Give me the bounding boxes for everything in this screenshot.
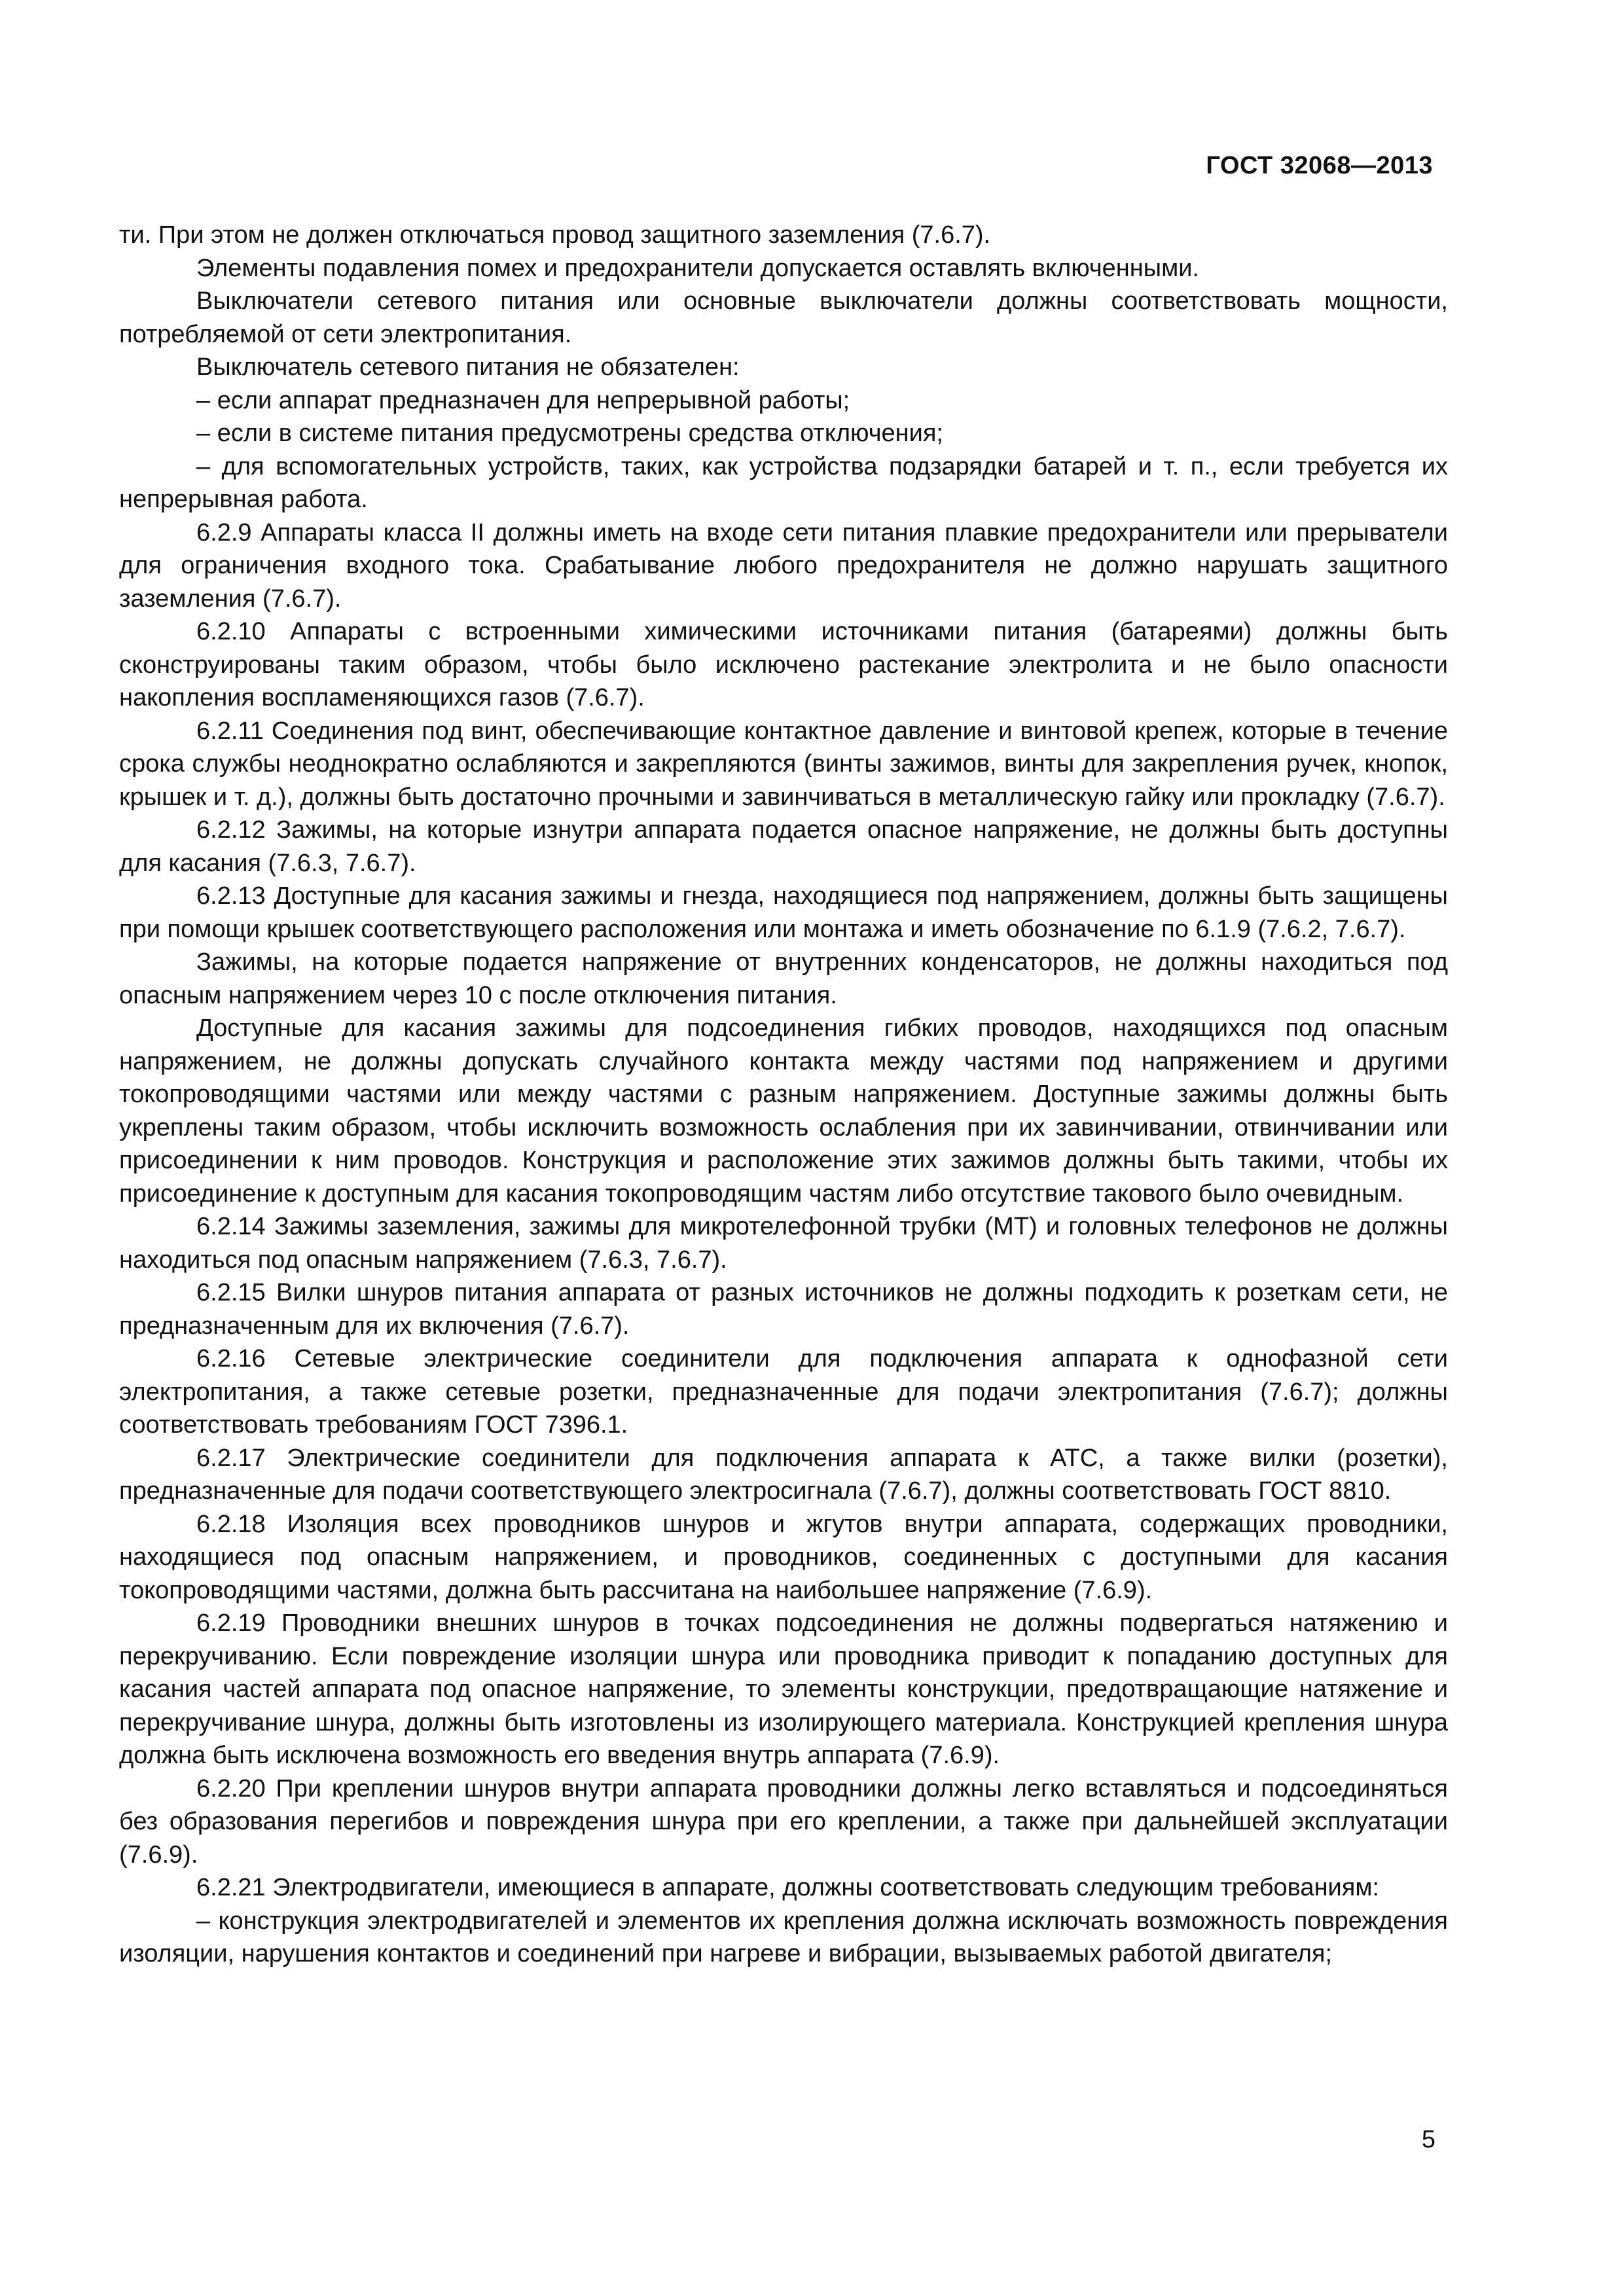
clause-6-2-12: 6.2.12 Зажимы, на которые изнутри аппарата подается опасное напряжение, не должны быть доступны для касания (7.6.3, 7.6.7). bbox=[119, 816, 1448, 877]
paragraph: Выключатель сетевого питания не обязателен: bbox=[196, 353, 740, 381]
clause-6-2-18: 6.2.18 Изоляция всех проводников шнуров и жгутов внутри аппарата, содержащих проводники, находящиеся под опасным напряжением, и проводников, соединенных с доступными для касания токопроводящими частями, должна быть рассчитана на наибольшее напряжение (7.6.9). bbox=[119, 1510, 1448, 1604]
paragraph: Доступные для касания зажимы для подсоединения гибких проводов, находящихся под опасным напряжением, не должны допускать случайного контакта между частями под напряжением и другими токопроводящими частями или между частями с разным напряжением. Доступные зажимы должны быть укреплены таким образом, чтобы исключить возможность ослабления при их завинчивании, отвинчивании или присоединении к ним проводов. Конструкция и расположение этих зажимов должны быть такими, чтобы их присоединение к доступным для касания токопроводящим частям либо отсутствие такового было очевидным. bbox=[119, 1014, 1448, 1208]
clause-6-2-16: 6.2.16 Сетевые электрические соединители для подключения аппарата к однофазной сети электропитания, а также сетевые розетки, предназначенные для подачи электропитания (7.6.7); должны соответствовать требованиям ГОСТ 7396.1. bbox=[119, 1345, 1448, 1439]
clause-6-2-9: 6.2.9 Аппараты класса II должны иметь на входе сети питания плавкие предохранители или прерыватели для ограничения входного тока. Срабатывание любого предохранителя не должно нарушать защитного заземления (7.6.7). bbox=[119, 518, 1448, 613]
standard-header: ГОСТ 32068—2013 bbox=[1206, 152, 1433, 179]
list-item: – для вспомогательных устройств, таких, как устройства подзарядки батарей и т. п., если требуется их непрерывная работа. bbox=[119, 452, 1448, 513]
clause-6-2-10: 6.2.10 Аппараты с встроенными химическими источниками питания (батареями) должны быть сконструированы таким образом, чтобы было исключено растекание электролита и не было опасности накопления воспламеняющихся газов (7.6.7). bbox=[119, 618, 1448, 711]
clause-6-2-13: 6.2.13 Доступные для касания зажимы и гнезда, находящиеся под напряжением, должны быть защищены при помощи крышек соответствующего расположения или монтажа и иметь обозначение по 6.1.9 (7.6.2, 7.6.7). bbox=[119, 882, 1448, 943]
clause-6-2-20: 6.2.20 При креплении шнуров внутри аппарата проводники должны легко вставляться и подсоединяться без образования перегибов и повреждения шнура при его креплении, а также при дальнейшей эксплуатации (7.6.9). bbox=[119, 1774, 1448, 1869]
paragraph: Элементы подавления помех и предохранители допускается оставлять включенными. bbox=[196, 254, 1199, 282]
clause-6-2-14: 6.2.14 Зажимы заземления, зажимы для микротелефонной трубки (МТ) и головных телефонов не должны находиться под опасным напряжением (7.6.3, 7.6.7). bbox=[119, 1213, 1448, 1274]
list-item: – если аппарат предназначен для непрерывной работы; bbox=[196, 386, 850, 414]
clause-6-2-11: 6.2.11 Соединения под винт, обеспечивающие контактное давление и винтовой крепеж, которые в течение срока службы неоднократно ослабляются и закрепляются (винты зажимов, винты для закрепления ручек, кнопок, крышек и т. д.), должны быть достаточно прочными и завинчиваться в металлическую гайку или прокладку (7.6.7). bbox=[119, 717, 1448, 811]
clause-6-2-19: 6.2.19 Проводники внешних шнуров в точках подсоединения не должны подвергаться натяжению и перекручиванию. Если повреждение изоляции шнура или проводника приводит к попаданию доступных для касания частей аппарата под опасное напряжение, то элементы конструкции, предотвращающие натяжение и перекручивание шнура, должны быть изготовлены из изолирующего материала. Конструкцией крепления шнура должна быть исключена возможность его введения внутрь аппарата (7.6.9). bbox=[119, 1609, 1448, 1769]
paragraph: ти. При этом не должен отключаться провод защитного заземления (7.6.7). bbox=[119, 221, 991, 249]
page-number: 5 bbox=[1421, 2126, 1435, 2153]
list-item: – если в системе питания предусмотрены средства отключения; bbox=[196, 420, 943, 447]
paragraph: Зажимы, на которые подается напряжение от внутренних конденсаторов, не должны находиться под опасным напряжением через 10 с после отключения питания. bbox=[119, 948, 1448, 1009]
clause-6-2-15: 6.2.15 Вилки шнуров питания аппарата от разных источников не должны подходить к розеткам сети, не предназначенным для их включения (7.6.7). bbox=[119, 1279, 1448, 1340]
paragraph: Выключатели сетевого питания или основные выключатели должны соответствовать мощности, потребляемой от сети электропитания. bbox=[119, 287, 1448, 348]
document-body bbox=[119, 219, 1448, 1971]
clause-6-2-17: 6.2.17 Электрические соединители для подключения аппарата к АТС, а также вилки (розетки), предназначенные для подачи соответствующего электросигнала (7.6.7), должны соответствовать ГОСТ 8810. bbox=[119, 1444, 1448, 1505]
clause-6-2-21: 6.2.21 Электродвигатели, имеющиеся в аппарате, должны соответствовать следующим требованиям: bbox=[196, 1874, 1380, 1901]
list-item: – конструкция электродвигателей и элементов их крепления должна исключать возможность повреждения изоляции, нарушения контактов и соединений при нагреве и вибрации, вызываемых работой двигателя; bbox=[119, 1907, 1448, 1967]
